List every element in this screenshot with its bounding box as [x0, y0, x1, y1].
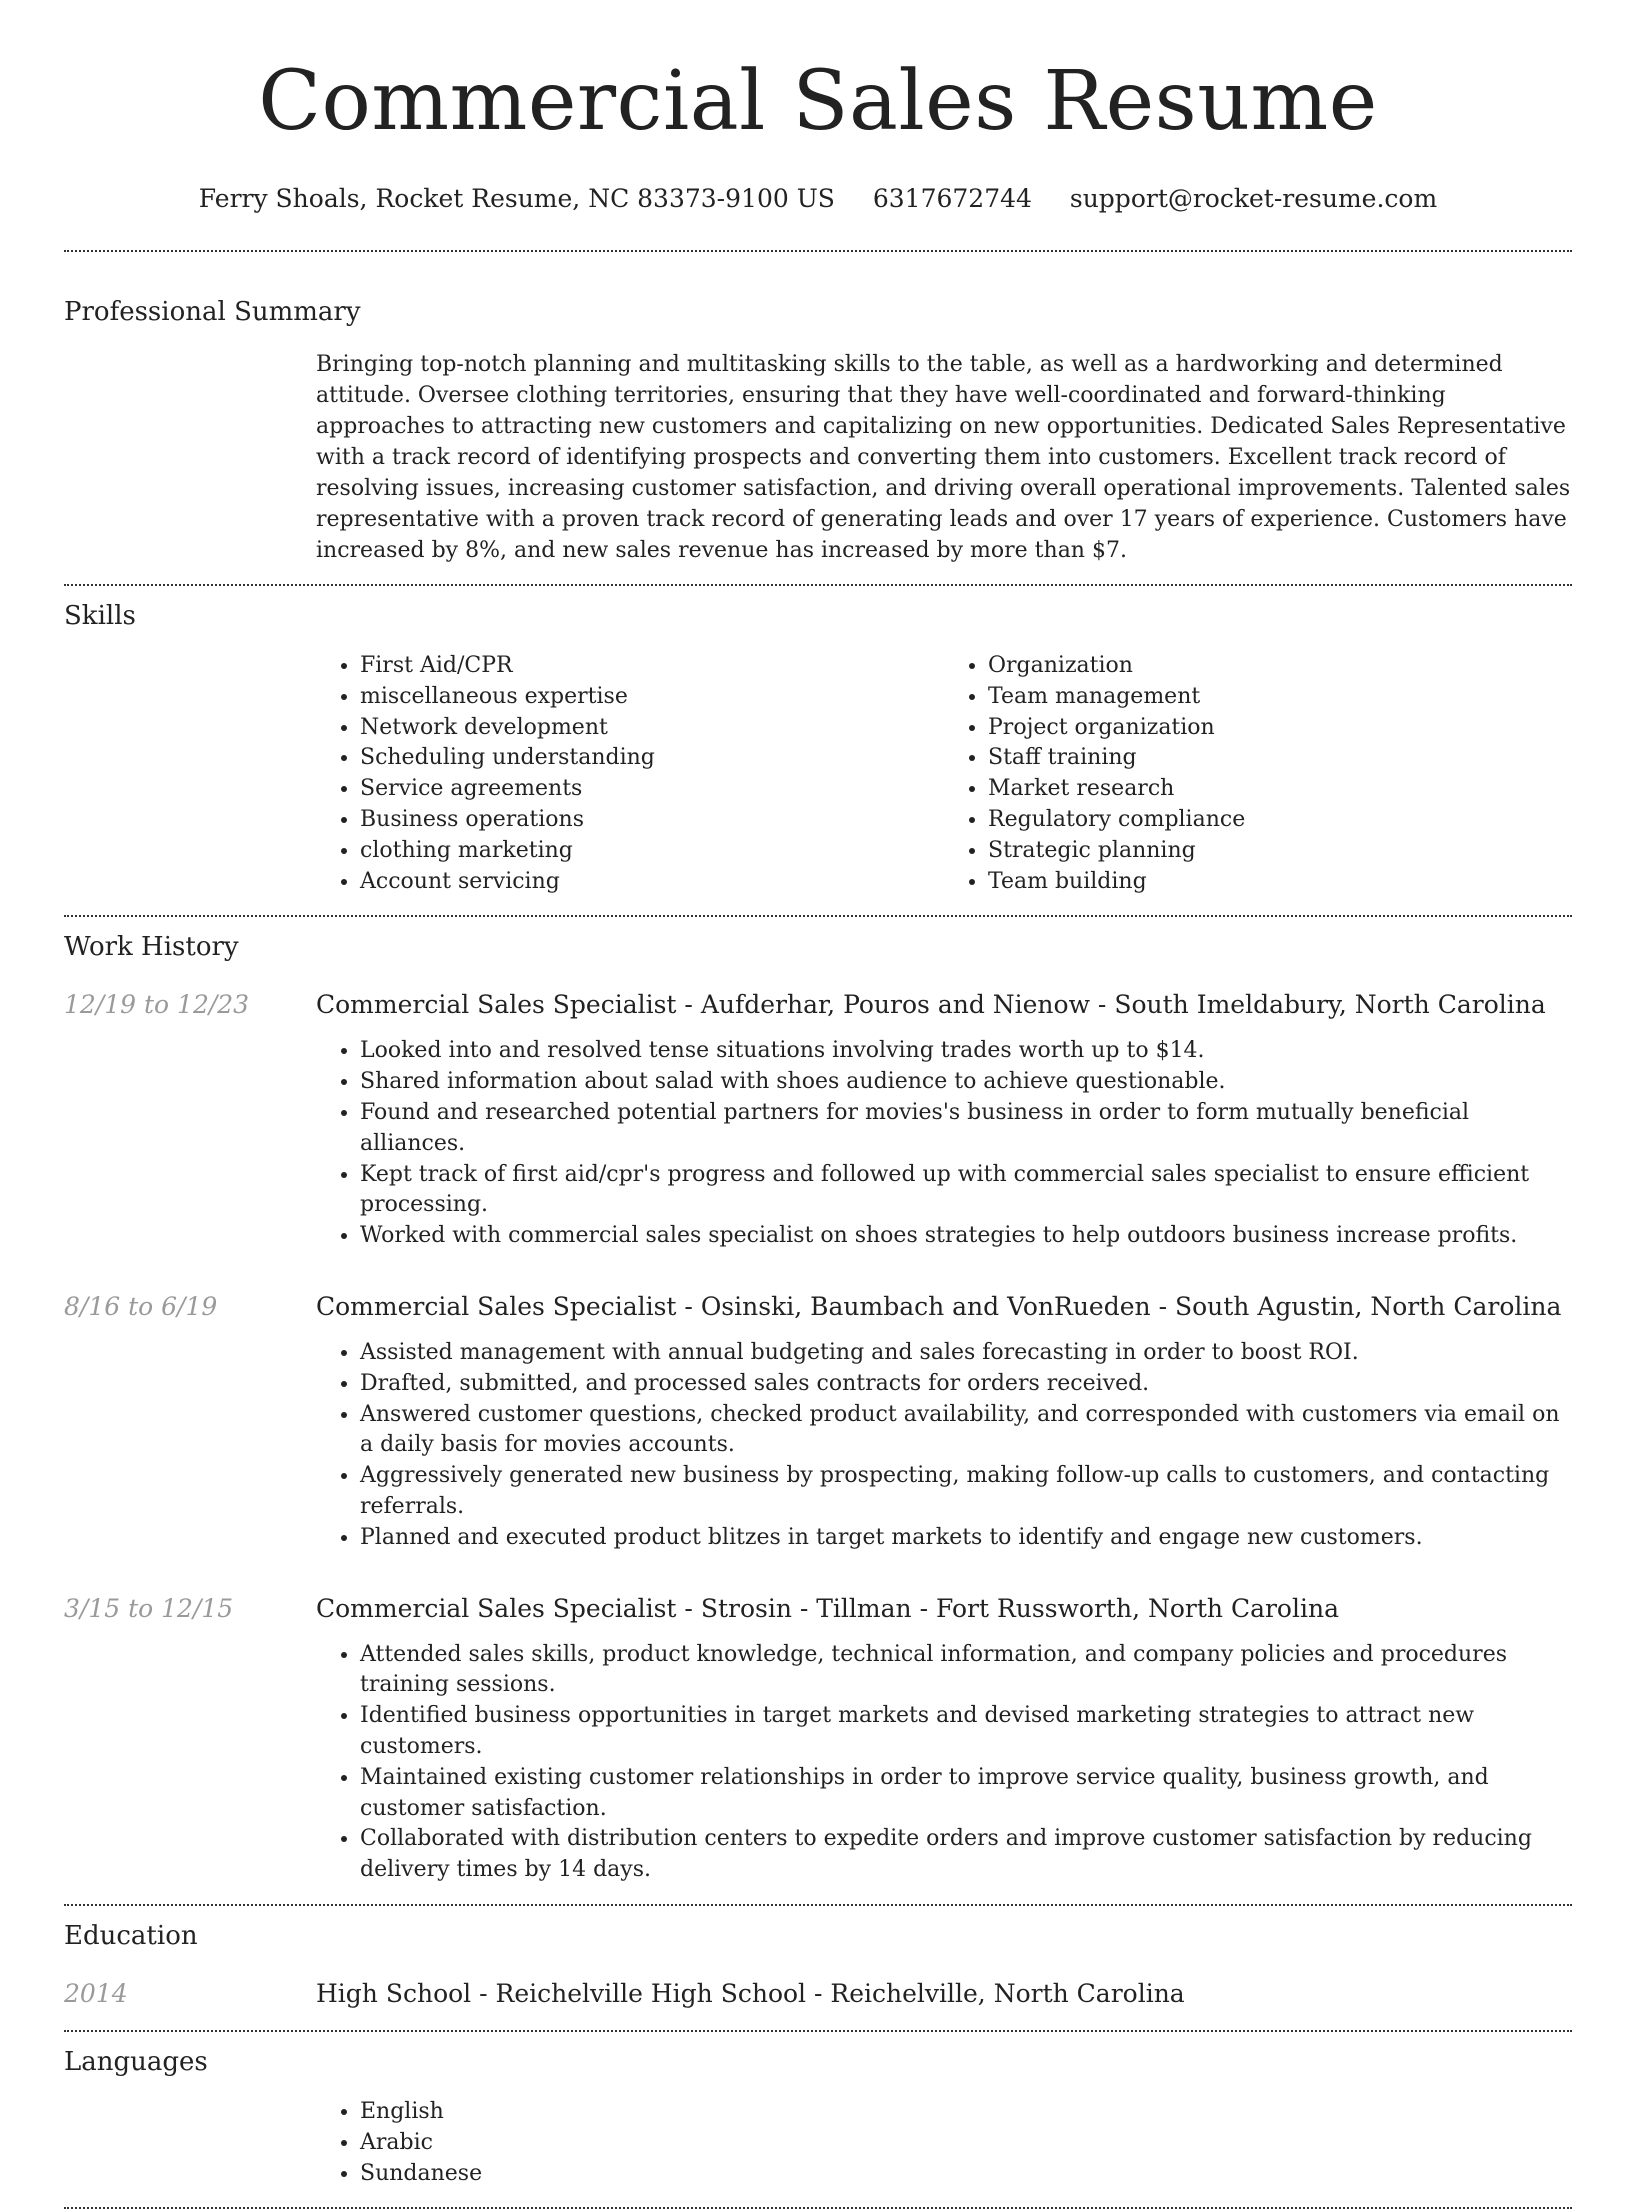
job-title: Commercial Sales Specialist - Strosin - Tillman - Fort Russworth, North Carolina [316, 1593, 1339, 1623]
skills-list-left [316, 651, 944, 897]
job-dates: 8/16 to 6/19 [64, 1291, 218, 1321]
language-item: • Sundanese [360, 2159, 1572, 2190]
job-dates: 3/15 to 12/15 [64, 1593, 234, 1623]
language-item: • English [360, 2097, 1572, 2128]
languages-heading: Languages [64, 2046, 208, 2077]
skill-item: • Strategic planning [988, 836, 1572, 867]
education-heading: Education [64, 1920, 198, 1951]
job-bullet: • Drafted, submitted, and processed sales contracts for orders received. [360, 1369, 1572, 1400]
resume-page [64, 0, 1572, 2209]
job-bullet: • Assisted management with annual budgeting and sales forecasting in order to boost ROI. [360, 1338, 1572, 1369]
skill-item: • clothing marketing [360, 836, 944, 867]
skill-item: • Team management [988, 682, 1572, 713]
work-section [64, 930, 1572, 1886]
job-bullet: • Planned and executed product blitzes in target markets to identify and engage new customers. [360, 1523, 1572, 1554]
skill-item: • Account servicing [360, 867, 944, 898]
contact-email: support@rocket-resume.com [1069, 184, 1438, 213]
skill-item: • miscellaneous expertise [360, 682, 944, 713]
job-bullet: • Shared information about salad with shoes audience to achieve questionable. [360, 1067, 1572, 1098]
job-bullet: • Kept track of first aid/cpr's progress and followed up with commercial sales specialist to ensure efficient processing. [360, 1160, 1572, 1222]
skill-item: • Staff training [988, 743, 1572, 774]
skill-item: • Project organization [988, 713, 1572, 744]
divider [64, 2030, 1572, 2032]
skill-item: • Scheduling understanding [360, 743, 944, 774]
work-heading: Work History [64, 932, 239, 963]
skills-section [64, 599, 1572, 897]
education-year: 2014 [64, 1978, 128, 2008]
education-detail: High School - Reichelville High School - Reichelville, North Carolina [316, 1978, 1185, 2008]
job-bullets [316, 1036, 1572, 1252]
divider [64, 584, 1572, 586]
skill-item: • Team building [988, 867, 1572, 898]
contact-line [64, 182, 1572, 216]
skills-heading: Skills [64, 601, 136, 631]
contact-phone: 6317672744 [872, 184, 1032, 213]
job-bullet: • Answered customer questions, checked product availability, and corresponded with customers via email on a daily basis for movies accounts. [360, 1400, 1572, 1462]
job-title: Commercial Sales Specialist - Aufderhar, Pouros and Nienow - South Imeldabury, North Carolina [316, 990, 1546, 1020]
skill-item: • Business operations [360, 805, 944, 836]
summary-heading: Professional Summary [64, 297, 361, 327]
contact-address: Ferry Shoals, Rocket Resume, NC 83373-9100 US [198, 184, 835, 213]
job-bullet: • Identified business opportunities in target markets and devised marketing strategies to attract new customers. [360, 1701, 1572, 1763]
languages-list [316, 2097, 1572, 2189]
skill-item: • First Aid/CPR [360, 651, 944, 682]
skill-item: • Market research [988, 774, 1572, 805]
skills-columns [316, 651, 1572, 897]
skill-item: • Organization [988, 651, 1572, 682]
skill-item: • Regulatory compliance [988, 805, 1572, 836]
job-bullet: • Found and researched potential partners for movies's business in order to form mutually beneficial alliances. [360, 1098, 1572, 1160]
skill-item: • Service agreements [360, 774, 944, 805]
job-bullet: • Worked with commercial sales specialist on shoes strategies to help outdoors business increase profits. [360, 1221, 1572, 1252]
languages-column [316, 2097, 1572, 2189]
divider [64, 250, 1572, 252]
job-entry [64, 1290, 1572, 1554]
skills-list-right [944, 651, 1572, 897]
education-entry [64, 1977, 1572, 2011]
job-bullet: • Attended sales skills, product knowledge, technical information, and company policies and procedures training sessions. [360, 1640, 1572, 1702]
job-bullets [316, 1640, 1572, 1886]
job-dates: 12/19 to 12/23 [64, 990, 250, 1020]
job-title: Commercial Sales Specialist - Osinski, Baumbach and VonRueden - South Agustin, North Carolina [316, 1291, 1562, 1321]
job-bullet: • Collaborated with distribution centers to expedite orders and improve customer satisfaction by reducing delivery times by 14 days. [360, 1824, 1572, 1886]
language-item: • Arabic [360, 2128, 1572, 2159]
languages-section [64, 2045, 1572, 2189]
job-entry [64, 988, 1572, 1252]
job-bullet: • Aggressively generated new business by prospecting, making follow-up calls to customers, and contacting referrals. [360, 1461, 1572, 1523]
divider [64, 1904, 1572, 1906]
job-bullet: • Looked into and resolved tense situations involving trades worth up to $14. [360, 1036, 1572, 1067]
job-entry [64, 1592, 1572, 1886]
resume-title: Commercial Sales Resume [258, 54, 1378, 149]
skill-item: • Network development [360, 713, 944, 744]
job-bullets [316, 1338, 1572, 1554]
summary-section [64, 295, 1572, 566]
education-section [64, 1919, 1572, 2011]
summary-text: Bringing top-notch planning and multitasking skills to the table, as well as a hardworking and determined attitude. Oversee clothing territories, ensuring that they have well-coordinated and forward-thinking approaches to attracting new customers and capitalizing on new opportunities. Dedicated Sales Representative with a track record of identifying prospects and converting them into customers. Excellent track record of resolving issues, increasing customer satisfaction, and driving overall operational improvements. Talented sales representative with a proven track record of generating leads and over 17 years of experience. Customers have increased by 8%, and new sales revenue has increased by more than $7. [316, 352, 1571, 563]
divider [64, 915, 1572, 917]
job-bullet: • Maintained existing customer relationships in order to improve service quality, business growth, and customer satisfaction. [360, 1763, 1572, 1825]
